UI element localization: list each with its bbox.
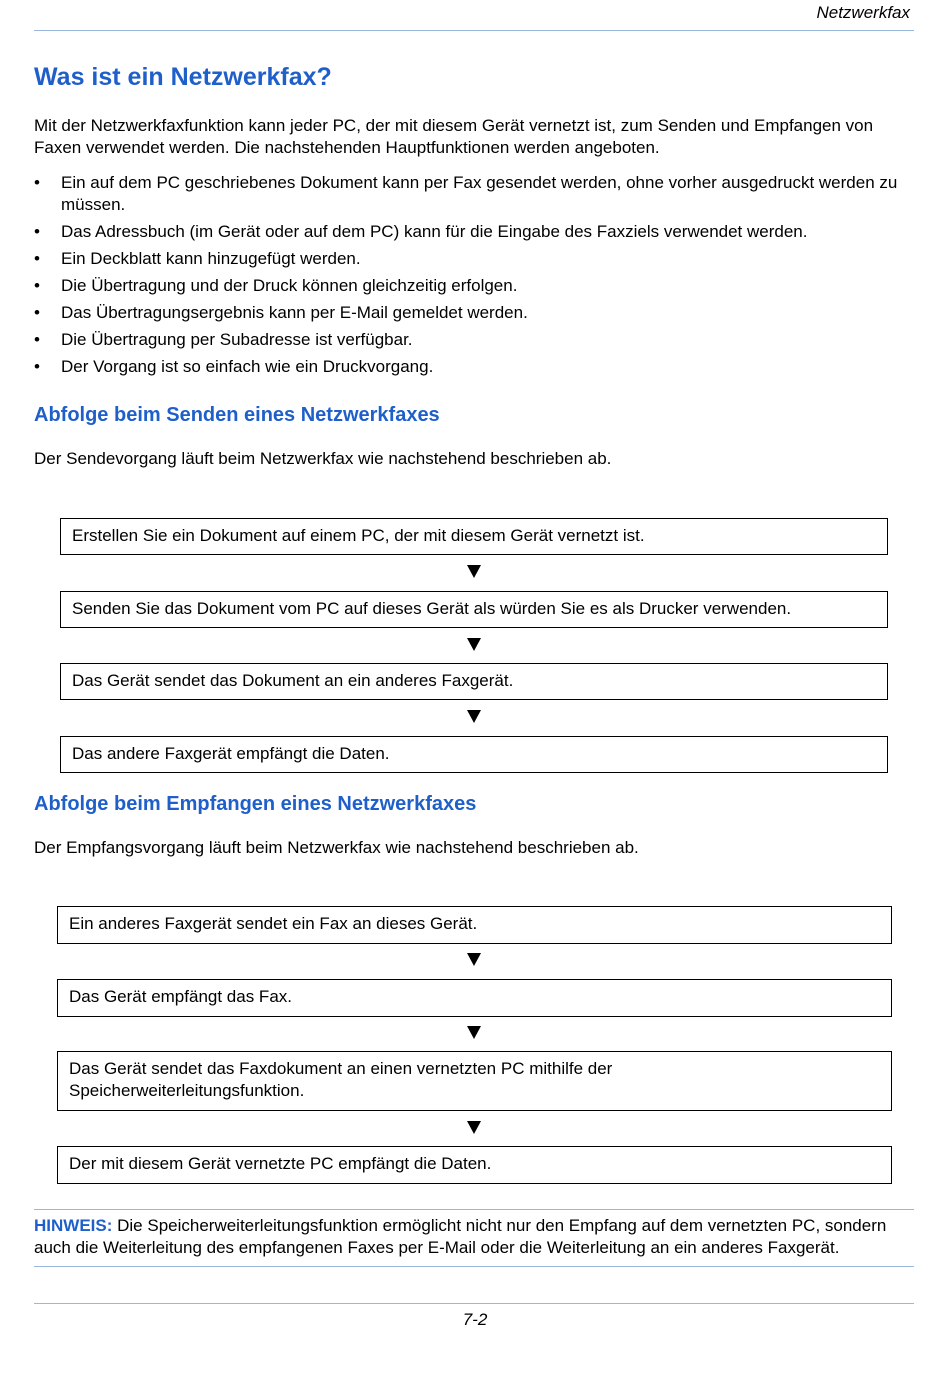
page-number: 7-2: [462, 1310, 488, 1329]
receive-step-box: Ein anderes Faxgerät sendet ein Fax an dieses Gerät.: [57, 906, 892, 944]
header-section-title: Netzwerkfax: [816, 3, 910, 22]
feature-list: [34, 172, 914, 383]
receive-heading: Abfolge beim Empfangen eines Netzwerkfaxes: [34, 793, 477, 815]
list-item: • Die Übertragung per Subadresse ist verfügbar.: [34, 329, 914, 351]
send-step-box: Erstellen Sie ein Dokument auf einem PC, der mit diesem Gerät vernetzt ist.: [60, 518, 888, 555]
send-heading: Abfolge beim Senden eines Netzwerkfaxes: [34, 404, 440, 426]
down-arrow-icon: [467, 953, 481, 966]
page-header: [34, 0, 914, 31]
intro-paragraph: Mit der Netzwerkfaxfunktion kann jeder PC, der mit diesem Gerät vernetzt ist, zum Senden und Empfangen von Faxen verwendet werden. Die nachstehenden Hauptfunktionen werden angeboten.: [34, 116, 874, 157]
page-title: Was ist ein Netzwerkfax?: [34, 63, 332, 91]
receive-step-box: Das Gerät empfängt das Fax.: [57, 979, 892, 1017]
down-arrow-icon: [467, 710, 481, 723]
send-intro: Der Sendevorgang läuft beim Netzwerkfax wie nachstehend beschrieben ab.: [34, 449, 612, 468]
list-item: • Der Vorgang ist so einfach wie ein Druckvorgang.: [34, 356, 914, 378]
list-item: • Die Übertragung und der Druck können gleichzeitig erfolgen.: [34, 275, 914, 297]
list-item: • Ein auf dem PC geschriebenes Dokument kann per Fax gesendet werden, ohne vorher ausgedruckt werden zu müssen.: [34, 172, 914, 216]
note-text: Die Speicherweiterleitungsfunktion ermöglicht nicht nur den Empfang auf dem vernetzten PC, sondern auch die Weiterleitung des empfangenen Faxes per E-Mail oder die Weiterleitung an ein anderes Faxgerät.: [34, 1216, 887, 1257]
receive-step-box: Das Gerät sendet das Faxdokument an einen vernetzten PC mithilfe der Speicherweiterleitungsfunktion.: [57, 1051, 892, 1111]
down-arrow-icon: [467, 1121, 481, 1134]
receive-intro: Der Empfangsvorgang läuft beim Netzwerkfax wie nachstehend beschrieben ab.: [34, 838, 639, 857]
note-label: HINWEIS:: [34, 1216, 113, 1235]
send-step-box: Senden Sie das Dokument vom PC auf dieses Gerät als würden Sie es als Drucker verwenden.: [60, 591, 888, 628]
list-item: • Das Übertragungsergebnis kann per E-Mail gemeldet werden.: [34, 302, 914, 324]
list-item: • Ein Deckblatt kann hinzugefügt werden.: [34, 248, 914, 270]
down-arrow-icon: [467, 1026, 481, 1039]
note-box: [34, 1209, 914, 1267]
list-item: • Das Adressbuch (im Gerät oder auf dem PC) kann für die Eingabe des Faxziels verwendet werden.: [34, 221, 914, 243]
down-arrow-icon: [467, 638, 481, 651]
receive-step-box: Der mit diesem Gerät vernetzte PC empfängt die Daten.: [57, 1146, 892, 1184]
down-arrow-icon: [467, 565, 481, 578]
send-step-box: Das Gerät sendet das Dokument an ein anderes Faxgerät.: [60, 663, 888, 700]
footer-rule: [34, 1303, 914, 1304]
send-step-box: Das andere Faxgerät empfängt die Daten.: [60, 736, 888, 773]
